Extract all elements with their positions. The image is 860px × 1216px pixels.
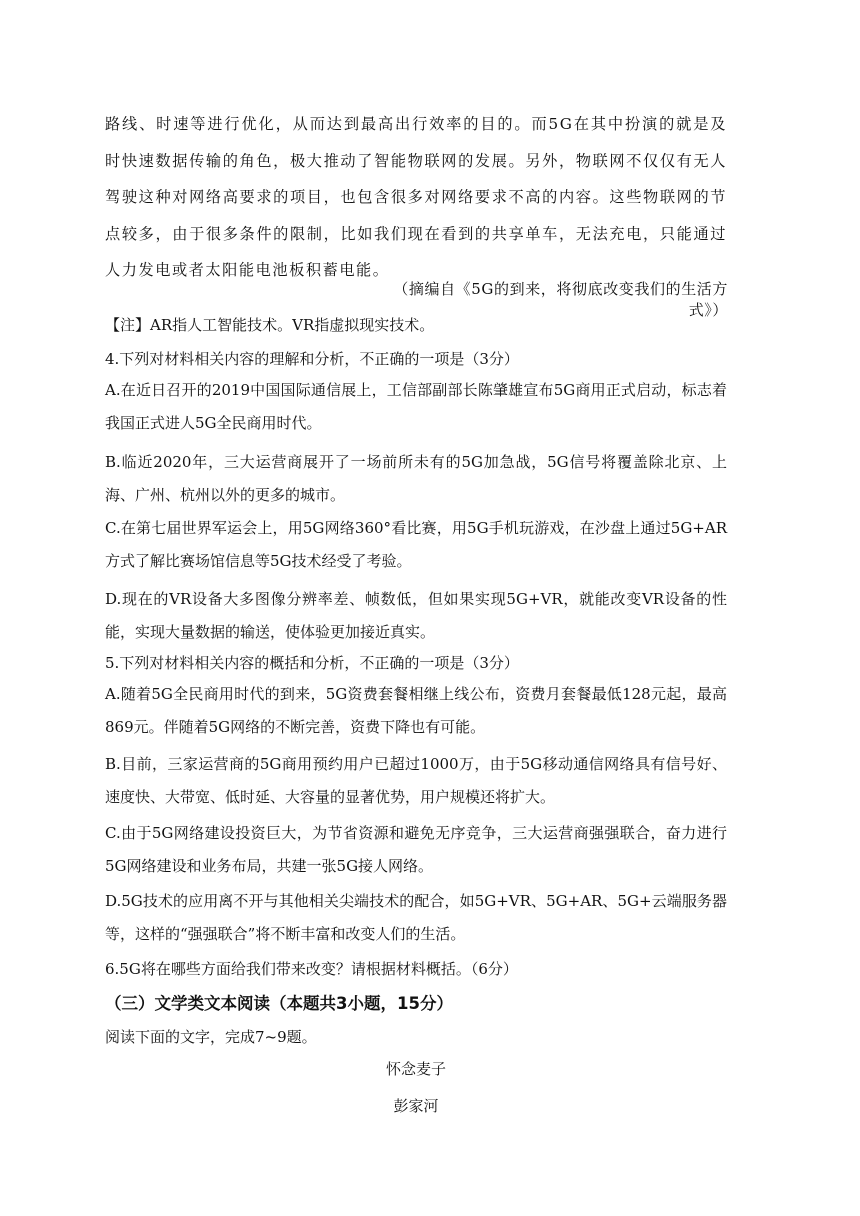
question-5-option-d: D.5G技术的应用离不开与其他相关尖端技术的配合，如5G+VR、5G+AR、5G+云端服务器等，这样的“强强联合”将不断丰富和改变人们的生活。	[105, 892, 727, 943]
question-4-option-d: D.现在的VR设备大多图像分辨率差、帧数低，但如果实现5G+VR，就能改变VR设备的性能，实现大量数据的输送，使体验更加接近真实。	[105, 590, 727, 641]
question-5-option-b: B.目前，三家运营商的5G商用预约用户已超过1000万，由于5G移动通信网络具有信号好、速度快、大带宽、低时延、大容量的显著优势，用户规模还将扩大。	[105, 755, 727, 806]
question-4-option-c: C.在第七届世界军运会上，用5G网络360°看比赛，用5G手机玩游戏，在沙盘上通过5G+AR方式了解比赛场馆信息等5G技术经受了考验。	[105, 519, 727, 570]
question-5-stem: 5.下列对材料相关内容的概括和分析，不正确的一项是（3分）	[105, 654, 519, 672]
article-author: 彭家河	[393, 1097, 439, 1115]
question-4-stem: 4.下列对材料相关内容的理解和分析，不正确的一项是（3分）	[105, 350, 519, 368]
note-line: 【注】AR指人工智能技术。VR指虚拟现实技术。	[105, 316, 435, 334]
section-3-heading: （三）文学类文本阅读（本题共3小题，15分）	[105, 994, 453, 1013]
question-4-option-a: A.在近日召开的2019中国国际通信展上，工信部副部长陈肇雄宣布5G商用正式启动，标志着我国正式进人5G全民商用时代。	[105, 381, 727, 432]
passage-excerpt: 路线、时速等进行优化，从而达到最高出行效率的目的。而5G在其中扮演的就是及时快速数据传输的角色，极大推动了智能物联网的发展。另外，物联网不仅仅有无人驾驶这种对网络高要求的项目，也包含很多对网络要求不高的内容。这些物联网的节点较多，由于很多条件的限制，比如我们现在看到的共享单车，无法充电，只能通过人力发电或者太阳能电池板积蓄电能。	[105, 115, 727, 279]
section-3-instruction: 阅读下面的文字，完成7~9题。	[105, 1028, 317, 1046]
question-4-option-b: B.临近2020年，三大运营商展开了一场前所未有的5G加急战，5G信号将覆盖除北京、上海、广州、杭州以外的更多的城市。	[105, 453, 727, 504]
question-5-option-c: C.由于5G网络建设投资巨大，为节省资源和避免无序竞争，三大运营商强强联合，奋力进行5G网络建设和业务布局，共建一张5G接人网络。	[105, 824, 727, 875]
question-5-option-a: A.随着5G全民商用时代的到来，5G资费套餐相继上线公布，资费月套餐最低128元起，最高869元。伴随着5G网络的不断完善，资费下降也有可能。	[105, 685, 727, 736]
question-6-stem: 6.5G将在哪些方面给我们带来改变？请根据材料概括。（6分）	[105, 960, 518, 978]
passage-source: （摘编自《5G的到来，将彻底改变我们的生活方式》）	[393, 280, 728, 319]
article-title: 怀念麦子	[385, 1060, 446, 1078]
